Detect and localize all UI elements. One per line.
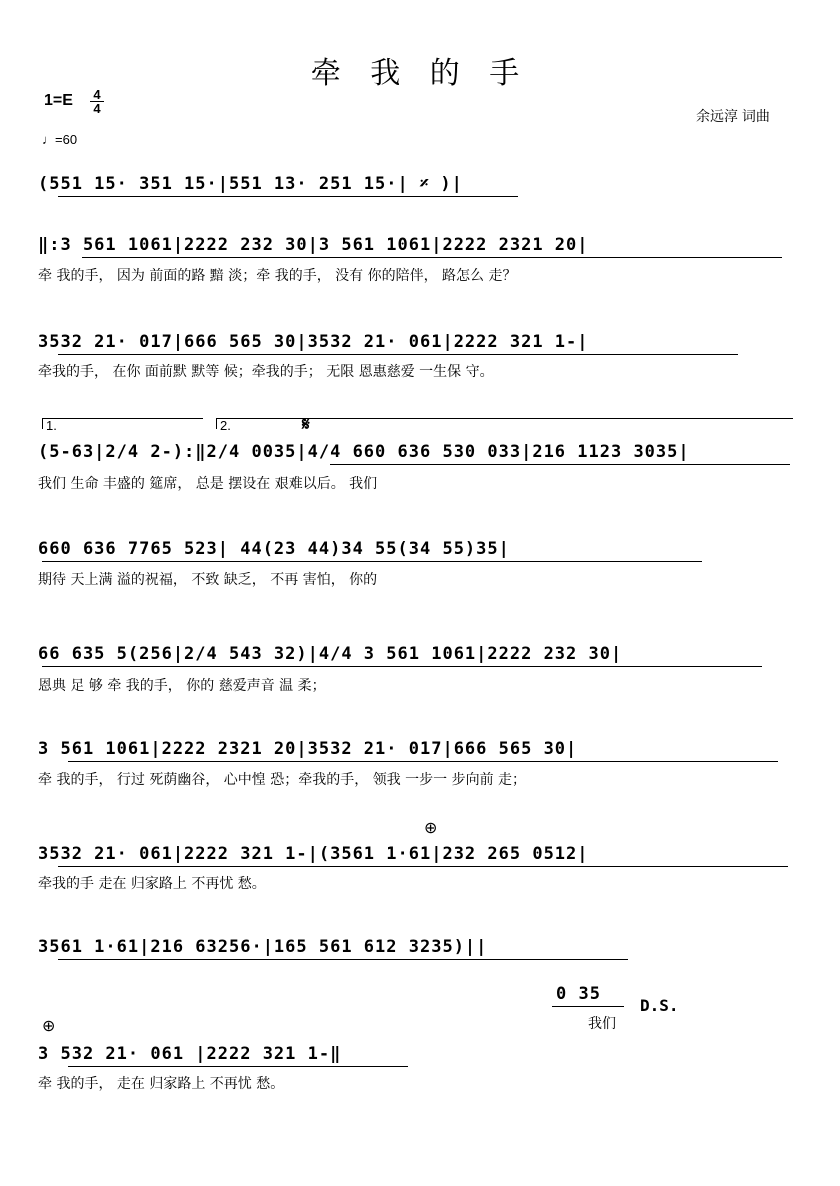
underline-1 xyxy=(58,196,518,197)
score-line-7: 3 561 1061|2222 2321 20|3532 21· 017|666 565 30| xyxy=(38,739,578,759)
key-signature: 1=E xyxy=(44,92,73,109)
lyrics-line-5: 期待 天上满 溢的祝福， 不致 缺乏， 不再 害怕， 你的 xyxy=(38,572,378,588)
score-line-10: 3 532 21· 061 |2222 321 1-‖ xyxy=(38,1044,342,1064)
segno-sign: 𝄋 xyxy=(302,414,310,434)
lyrics-line-2: 牵 我的手， 因为 前面的路 黯 淡；牵 我的手， 没有 你的陪伴， 路怎么 走？ xyxy=(38,268,517,284)
score-line-9: 3561 1·61|216 63256·|165 561 612 3235)|| xyxy=(38,937,488,957)
score-line-5: 660 636 7765 523| 44(23 44)34 55(34 55)35| xyxy=(38,539,510,559)
lyrics-line-10: 牵 我的手， 走在 归家路上 不再忧 愁。 xyxy=(38,1076,285,1092)
lyrics-line-8: 牵我的手 走在 归家路上 不再忧 愁。 xyxy=(38,876,266,892)
lyrics-line-3: 牵我的手， 在你 面前默 默等 候；牵我的手； 无限 恩惠慈爱 一生保 守。 xyxy=(38,364,494,380)
underline-7 xyxy=(68,761,778,762)
score-line-6: 66 635 5(256|2/4 543 32)|4/4 3 561 1061|2222 232 30| xyxy=(38,644,623,664)
tempo-marking: ♩=60 xyxy=(42,132,78,147)
underline-3 xyxy=(58,354,738,355)
coda-sign-2: ⊕ xyxy=(42,1018,56,1035)
ds-label: D.S. xyxy=(640,996,679,1015)
volta-1-bracket xyxy=(42,418,203,429)
lyrics-line-7: 牵 我的手， 行过 死荫幽谷， 心中惶 恐；牵我的手， 领我 一步一 步向前 走； xyxy=(38,772,527,788)
underline-9 xyxy=(58,959,628,960)
lyrics-line-6: 恩典 足 够 牵 我的手， 你的 慈爱声音 温 柔； xyxy=(38,678,326,694)
volta-1-label: 1. xyxy=(46,418,57,433)
ds-notes: 0 35 xyxy=(556,984,601,1004)
underline-8 xyxy=(58,866,788,867)
score-line-2: ‖:3 561 1061|2222 232 30|3 561 1061|2222 2321 20| xyxy=(38,235,589,255)
underline-2 xyxy=(82,257,782,258)
time-signature xyxy=(90,88,104,115)
underline-6 xyxy=(42,666,762,667)
coda-sign: ⊕ xyxy=(424,820,438,837)
lyrics-line-4: 我们 生命 丰盛的 筵席， 总是 摆设在 艰难以后。 我们 xyxy=(38,476,378,492)
underline-5 xyxy=(42,561,702,562)
volta-2-label: 2. xyxy=(220,418,231,433)
song-title: 牵 我 的 手 xyxy=(310,56,530,91)
ds-lyric: 我们 xyxy=(588,1016,616,1032)
time-sig-top: 4 xyxy=(93,87,101,102)
score-line-1: (551 15· 351 15·|551 13· 251 15·| 𝄎 )| xyxy=(38,174,463,194)
time-sig-bottom: 4 xyxy=(93,101,101,116)
underline-10 xyxy=(68,1066,408,1067)
author-credit: 余远淳 词曲 xyxy=(696,108,770,124)
underline-4 xyxy=(330,464,790,465)
score-line-8: 3532 21· 061|2222 321 1-|(3561 1·61|232 265 0512| xyxy=(38,844,589,864)
score-line-3: 3532 21· 017|666 565 30|3532 21· 061|2222 321 1-| xyxy=(38,332,589,352)
ds-underline xyxy=(552,1006,624,1007)
score-line-4: (5-63|2/4 2-):‖2/4 0035|4/4 660 636 530 033|216 1123 3035| xyxy=(38,442,690,462)
